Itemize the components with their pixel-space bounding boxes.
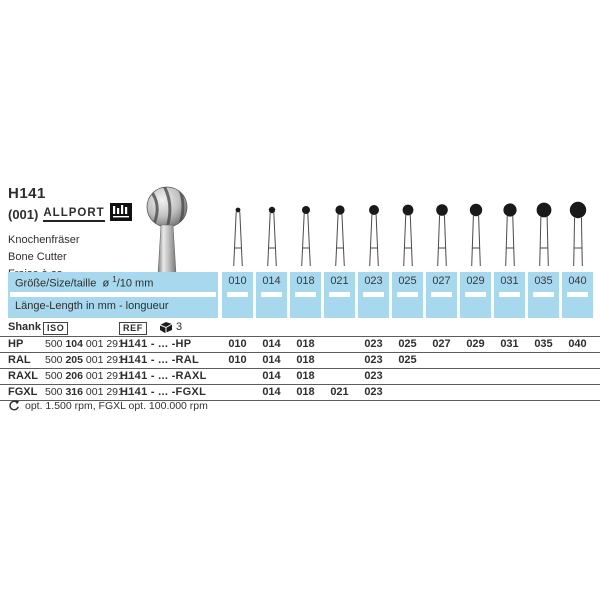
rpm-note [8, 400, 208, 412]
size-header-cell [290, 272, 321, 318]
fraction-sup: 1 [112, 275, 117, 284]
size-value: 018 [296, 386, 315, 398]
value-strip [397, 292, 418, 297]
size-value: 023 [364, 354, 383, 366]
size-number: 025 [398, 275, 417, 287]
header-ref-box: REF [119, 322, 147, 335]
size-number: 021 [330, 275, 349, 287]
size-value: 025 [398, 338, 417, 350]
size-value: 031 [500, 338, 519, 350]
ref-code: H141 - ... -HP [120, 338, 192, 350]
size-header-cell [460, 272, 491, 318]
size-value: 014 [262, 386, 281, 398]
table-row [0, 385, 600, 401]
size-number: 010 [228, 275, 247, 287]
product-name: ALLPORT [43, 207, 104, 222]
size-header-cell [324, 272, 355, 318]
size-header-cell [426, 272, 457, 318]
size-number: 029 [466, 275, 485, 287]
bur-icon [426, 188, 458, 273]
size-value: 010 [228, 354, 247, 366]
header-shank: Shank [8, 321, 42, 333]
bur-size-icons [0, 185, 600, 270]
value-strip [533, 292, 554, 297]
iso-number: 500 205 001 291... [45, 354, 133, 366]
header-iso-box: ISO [43, 322, 68, 335]
ref-code: H141 - ... -RAL [120, 354, 200, 366]
size-value: 023 [364, 386, 383, 398]
size-number: 023 [364, 275, 383, 287]
shank-value: RAXL [8, 370, 38, 382]
bur-icon [460, 188, 492, 273]
size-band [0, 272, 600, 318]
variant-table [0, 320, 600, 401]
shank-value: RAL [8, 354, 31, 366]
value-strip [567, 292, 588, 297]
size-number: 031 [500, 275, 519, 287]
table-row [0, 369, 600, 385]
value-strip [295, 292, 316, 297]
size-value: 027 [432, 338, 451, 350]
iso-number: 500 316 001 291... [45, 386, 133, 398]
diameter-symbol: ø [102, 277, 110, 290]
size-header-cell [256, 272, 287, 318]
size-value: 014 [262, 354, 281, 366]
value-strip [227, 292, 248, 297]
size-value: 029 [466, 338, 485, 350]
value-strip [10, 292, 216, 297]
size-header-cell [358, 272, 389, 318]
rotation-speed-icon [8, 400, 20, 412]
value-strip [329, 292, 350, 297]
bur-icon [562, 188, 594, 273]
bur-icon [358, 188, 390, 273]
description-en: Bone Cutter [8, 251, 67, 263]
rpm-note-text: opt. 1.500 rpm, FGXL opt. 100.000 rpm [25, 400, 208, 412]
size-value: 010 [228, 338, 247, 350]
value-strip [465, 292, 486, 297]
iso-number: 500 104 001 291... [45, 338, 133, 350]
length-label: Länge-Length in mm - longueur [15, 300, 169, 312]
size-value: 035 [534, 338, 553, 350]
ref-code: H141 - ... -FGXL [120, 386, 207, 398]
bur-icon [528, 188, 560, 273]
size-header-cell [562, 272, 593, 318]
size-value: 018 [296, 338, 315, 350]
size-value: 025 [398, 354, 417, 366]
size-header-cell [222, 272, 253, 318]
bur-icon [494, 188, 526, 273]
size-header-cell [528, 272, 559, 318]
size-value: 021 [330, 386, 349, 398]
shank-value: FGXL [8, 386, 38, 398]
size-number: 018 [296, 275, 315, 287]
size-number: 027 [432, 275, 451, 287]
bur-icon [290, 188, 322, 273]
fraction-rest: /10 mm [116, 277, 154, 290]
size-label-text: Größe/Size/taille [15, 277, 97, 290]
table-row [0, 353, 600, 369]
size-header-cell [494, 272, 525, 318]
size-header-cell [392, 272, 423, 318]
table-row [0, 337, 600, 353]
size-value: 014 [262, 370, 281, 382]
product-variant: (001) [8, 207, 39, 222]
value-strip [499, 292, 520, 297]
size-number: 014 [262, 275, 281, 287]
size-number: 040 [568, 275, 587, 287]
size-value: 018 [296, 354, 315, 366]
size-number: 035 [534, 275, 553, 287]
size-value: 014 [262, 338, 281, 350]
table-header-row [0, 320, 600, 337]
size-band-labels [8, 272, 218, 318]
iso-number: 500 206 001 291... [45, 370, 133, 382]
value-strip [431, 292, 452, 297]
bur-icon [324, 188, 356, 273]
size-label [15, 275, 153, 290]
ref-code: H141 - ... -RAXL [120, 370, 207, 382]
description-de: Knochenfräser [8, 234, 80, 246]
shank-value: HP [8, 338, 24, 350]
product-code: H141 [8, 185, 46, 202]
size-value: 023 [364, 338, 383, 350]
bur-icon [392, 188, 424, 273]
size-value: 018 [296, 370, 315, 382]
pack-quantity: 3 [176, 321, 183, 333]
value-strip [261, 292, 282, 297]
value-strip [363, 292, 384, 297]
size-value: 040 [568, 338, 587, 350]
bur-icon [222, 188, 254, 273]
bur-icon [256, 188, 288, 273]
size-value: 023 [364, 370, 383, 382]
